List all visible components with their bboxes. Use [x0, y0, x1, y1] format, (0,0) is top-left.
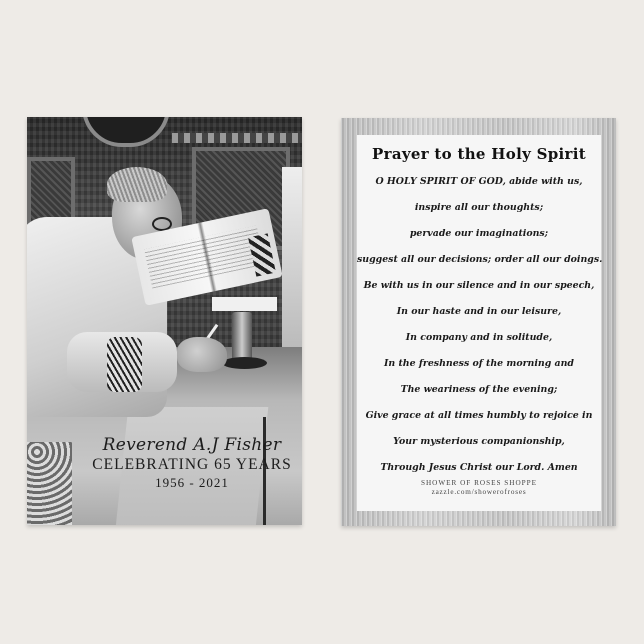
prayer-line: suggest all our decisions; order all our doings.: [357, 254, 603, 265]
anniversary-subtitle: CELEBRATING 65 YEARS: [92, 456, 292, 473]
prayer-line: The weariness of the evening;: [400, 384, 558, 395]
priest-hand: [177, 337, 227, 372]
prayer-line: In the freshness of the morning and: [384, 358, 574, 369]
prayer-line: Your mysterious companionship,: [393, 436, 565, 447]
prayer-line: pervade our imaginations;: [409, 228, 549, 239]
chalice-icon: [232, 312, 252, 362]
embroidered-cuff: [107, 337, 142, 392]
priest-hair: [107, 167, 167, 202]
prayer-text: [357, 169, 601, 481]
prayer-line: Be with us in our silence and in our speech,: [363, 280, 595, 291]
lace-vestment: [27, 442, 72, 525]
altar-drape: [282, 167, 302, 347]
front-card: [27, 117, 302, 525]
prayer-line: Give grace at all times humbly to rejoice in: [365, 410, 593, 421]
anniversary-years: 1956 - 2021: [155, 475, 229, 490]
prayer-line: O HOLY SPIRIT OF GOD, abide with us,: [375, 176, 583, 187]
prayer-line: Through Jesus Christ our Lord. Amen: [380, 462, 578, 473]
prayer-panel: [357, 135, 601, 511]
prayer-line: inspire all our thoughts;: [414, 202, 544, 213]
back-card: [341, 118, 616, 526]
chalice-base: [222, 357, 267, 369]
prayer-line: In company and in solitude,: [405, 332, 553, 343]
shop-name: SHOWER OF ROSES SHOPPE: [420, 479, 538, 487]
wall-trim: [172, 133, 302, 143]
altar-card: [212, 297, 277, 311]
prayer-title: Prayer to the Holy Spirit: [372, 145, 586, 163]
priest-name: Reverend A.J Fisher: [102, 435, 282, 455]
shop-footer: [357, 479, 601, 496]
prayer-line: In our haste and in our leisure,: [396, 306, 562, 317]
photo-caption: [87, 435, 297, 491]
shop-url: zazzle.com/showerofroses: [431, 488, 527, 496]
